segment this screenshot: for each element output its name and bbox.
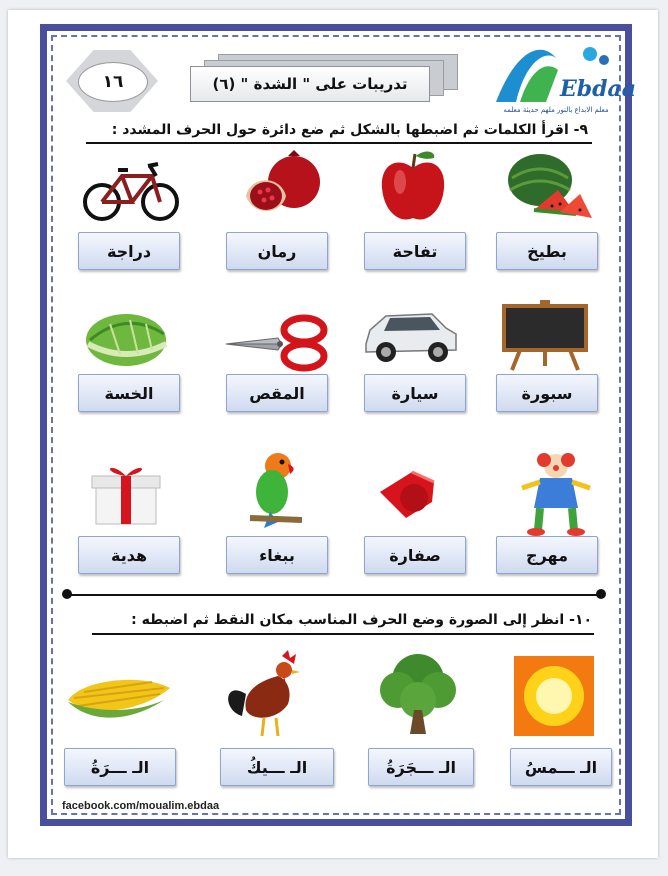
- bicycle-icon: [82, 154, 182, 224]
- tree-icon: [376, 650, 460, 736]
- page-number: ١٦: [78, 62, 148, 102]
- watermelon-icon: [500, 150, 595, 225]
- word-card-1: بطيخ: [496, 232, 598, 270]
- pomegranate-icon: [240, 150, 325, 225]
- page-title: تدريبات على " الشدة " (٦): [190, 66, 430, 102]
- word-card-8: الخسة: [78, 374, 180, 412]
- word-card-9: مهرج: [496, 536, 598, 574]
- apple-icon: [378, 148, 448, 226]
- word-card-3: رمان: [226, 232, 328, 270]
- word-card-5: سبورة: [496, 374, 598, 412]
- word-card-7: المقص: [226, 374, 328, 412]
- whistle-icon: [372, 462, 442, 524]
- ebdaa-logo: [486, 40, 637, 120]
- word-card-2: تفاحة: [364, 232, 466, 270]
- scissors-icon: [222, 314, 332, 370]
- logo-tagline: معلم الابداع بالنور ملهم حديثة معلمه: [503, 106, 609, 114]
- section-divider: [66, 594, 602, 596]
- fill-blank-card-1: الـ ـــمسُ: [510, 748, 612, 786]
- page-number-badge: [66, 50, 158, 112]
- word-card-11: ببغاء: [226, 536, 328, 574]
- footer-credit: facebook.com/moualim.ebdaa: [62, 800, 220, 812]
- clown-icon: [516, 452, 596, 536]
- exercise-10-instruction: ١٠- انظر إلى الصورة وضع الحرف المناسب مكان النقط ثم اضبطه :: [131, 612, 592, 628]
- exercise-9-instruction: ٩- اقرأ الكلمات ثم اضبطها بالشكل ثم ضع دائرة حول الحرف المشدد :: [111, 122, 588, 138]
- word-card-10: صفارة: [364, 536, 466, 574]
- corn-icon: [64, 670, 174, 726]
- fill-blank-card-2: الـ ـــجَرَةُ: [368, 748, 474, 786]
- word-card-6: سيارة: [364, 374, 466, 412]
- divider-dot-right: [596, 589, 606, 599]
- logo-brand: Ebdaa: [560, 76, 637, 102]
- divider-dot-left: [62, 589, 72, 599]
- lettuce-icon: [80, 304, 170, 370]
- gift-icon: [90, 458, 162, 526]
- blackboard-icon: [500, 300, 590, 372]
- sun-icon: [514, 656, 594, 736]
- fill-blank-card-3: الـ ـــيكُ: [220, 748, 334, 786]
- parrot-icon: [248, 448, 304, 532]
- word-card-12: هدية: [78, 536, 180, 574]
- car-icon: [360, 304, 460, 370]
- title-banner: [190, 60, 430, 100]
- word-card-4: دراجة: [78, 232, 180, 270]
- rooster-icon: [222, 650, 308, 740]
- fill-blank-card-4: الـ ـــرَةُ: [64, 748, 176, 786]
- instruction-underline: [86, 142, 592, 144]
- instruction-underline-2: [92, 633, 594, 635]
